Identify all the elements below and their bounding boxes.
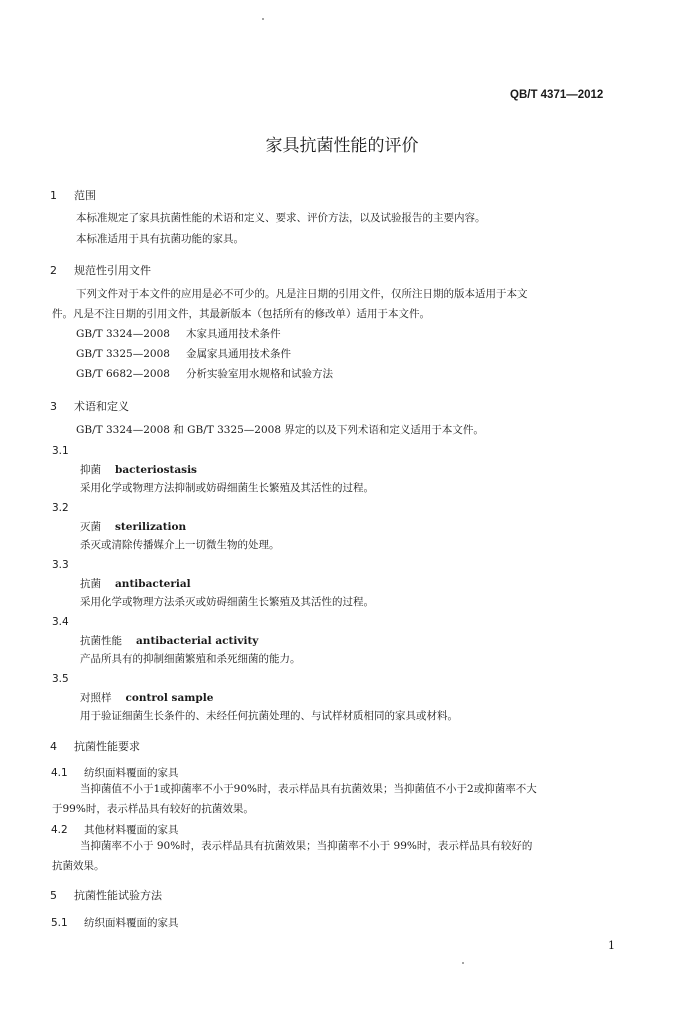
term-english: antibacterial (115, 578, 191, 590)
reference-code: GB/T 3325—2008 (76, 348, 170, 360)
section-title: 抗菌性能试验方法 (74, 889, 162, 902)
subsection-number: 5.1 (51, 917, 68, 929)
term-chinese: 抑菌 (80, 464, 101, 476)
reference-code: GB/T 3324—2008 (76, 328, 170, 340)
term-english: control sample (125, 692, 214, 704)
scan-speck (262, 18, 264, 20)
term-chinese: 对照样 (80, 692, 112, 704)
section-number: 1 (50, 189, 57, 202)
paragraph-line: 当抑菌率不小于 90%时，表示样品具有抗菌效果；当抑菌率不小于 99%时，表示样品具有较好的 (80, 840, 533, 852)
term-number: 3.5 (52, 673, 69, 685)
reference-code: GB/T 6682—2008 (76, 368, 170, 380)
reference-name: 木家具通用技术条件 (186, 328, 281, 340)
paragraph-line: 当抑菌值不小于1或抑菌率不小于90%时，表示样品具有抗菌效果；当抑菌值不小于2或抑菌率不大 (80, 783, 537, 795)
subsection-4-1-heading (51, 765, 179, 780)
paragraph: GB/T 3324—2008 和 GB/T 3325—2008 界定的以及下列术语和定义适用于本文件。 (76, 424, 484, 436)
section-5-heading (50, 887, 162, 903)
subsection-number: 4.2 (51, 824, 68, 836)
scan-speck (462, 962, 464, 964)
term-number: 3.2 (52, 502, 69, 514)
paragraph-line: 抗菌效果。 (52, 860, 105, 872)
section-1-heading (50, 187, 96, 203)
term-number: 3.3 (52, 559, 69, 571)
term-heading (80, 519, 186, 534)
paragraph-line: 件。凡是不注日期的引用文件，其最新版本（包括所有的修改单）适用于本文件。 (52, 308, 430, 320)
reference-item (76, 366, 333, 381)
term-definition: 采用化学或物理方法杀灭或妨碍细菌生长繁殖及其活性的过程。 (80, 596, 374, 608)
document-title: 家具抗菌性能的评价 (265, 136, 419, 156)
term-chinese: 抗菌 (80, 578, 101, 590)
standard-number: QB/T 4371—2012 (510, 89, 604, 101)
section-2-heading (50, 262, 151, 278)
term-definition: 杀灭或清除传播媒介上一切微生物的处理。 (80, 539, 280, 551)
term-heading (80, 462, 197, 477)
reference-item (76, 326, 281, 341)
paragraph: 本标准适用于具有抗菌功能的家具。 (76, 233, 244, 245)
term-definition: 用于验证细菌生长条件的、未经任何抗菌处理的、与试样材质相同的家具或材料。 (80, 710, 458, 722)
term-english: antibacterial activity (136, 635, 259, 647)
section-number: 2 (50, 264, 57, 277)
term-chinese: 灭菌 (80, 521, 101, 533)
term-english: sterilization (115, 521, 187, 533)
reference-name: 金属家具通用技术条件 (186, 348, 291, 360)
page-number: 1 (608, 939, 615, 952)
term-heading (80, 576, 191, 591)
term-chinese: 抗菌性能 (80, 635, 122, 647)
term-definition: 产品所具有的抑制细菌繁殖和杀死细菌的能力。 (80, 653, 301, 665)
term-heading (80, 633, 258, 648)
term-number: 3.1 (52, 445, 69, 457)
section-title: 范围 (74, 189, 96, 202)
paragraph-line: 于99%时，表示样品具有较好的抗菌效果。 (52, 803, 254, 815)
subsection-4-2-heading (51, 822, 179, 837)
subsection-number: 4.1 (51, 767, 68, 779)
subsection-title: 其他材料覆面的家具 (84, 824, 179, 836)
term-number: 3.4 (52, 616, 69, 628)
section-number: 4 (50, 740, 57, 753)
term-definition: 采用化学或物理方法抑制或妨碍细菌生长繁殖及其活性的过程。 (80, 482, 374, 494)
reference-name: 分析实验室用水规格和试验方法 (186, 368, 333, 380)
reference-item (76, 346, 291, 361)
subsection-title: 纺织面料覆面的家具 (84, 767, 179, 779)
term-heading (80, 690, 213, 705)
section-number: 3 (50, 400, 57, 413)
section-title: 抗菌性能要求 (74, 740, 140, 753)
section-title: 规范性引用文件 (74, 264, 151, 277)
section-title: 术语和定义 (74, 400, 129, 413)
subsection-title: 纺织面料覆面的家具 (84, 917, 179, 929)
term-english: bacteriostasis (115, 464, 197, 476)
section-4-heading (50, 738, 140, 754)
paragraph: 本标准规定了家具抗菌性能的术语和定义、要求、评价方法，以及试验报告的主要内容。 (76, 212, 486, 224)
section-3-heading (50, 398, 129, 414)
paragraph-line: 下列文件对于本文件的应用是必不可少的。凡是注日期的引用文件，仅所注日期的版本适用于本文 (76, 288, 528, 300)
section-number: 5 (50, 889, 57, 902)
subsection-5-1-heading (51, 915, 179, 930)
